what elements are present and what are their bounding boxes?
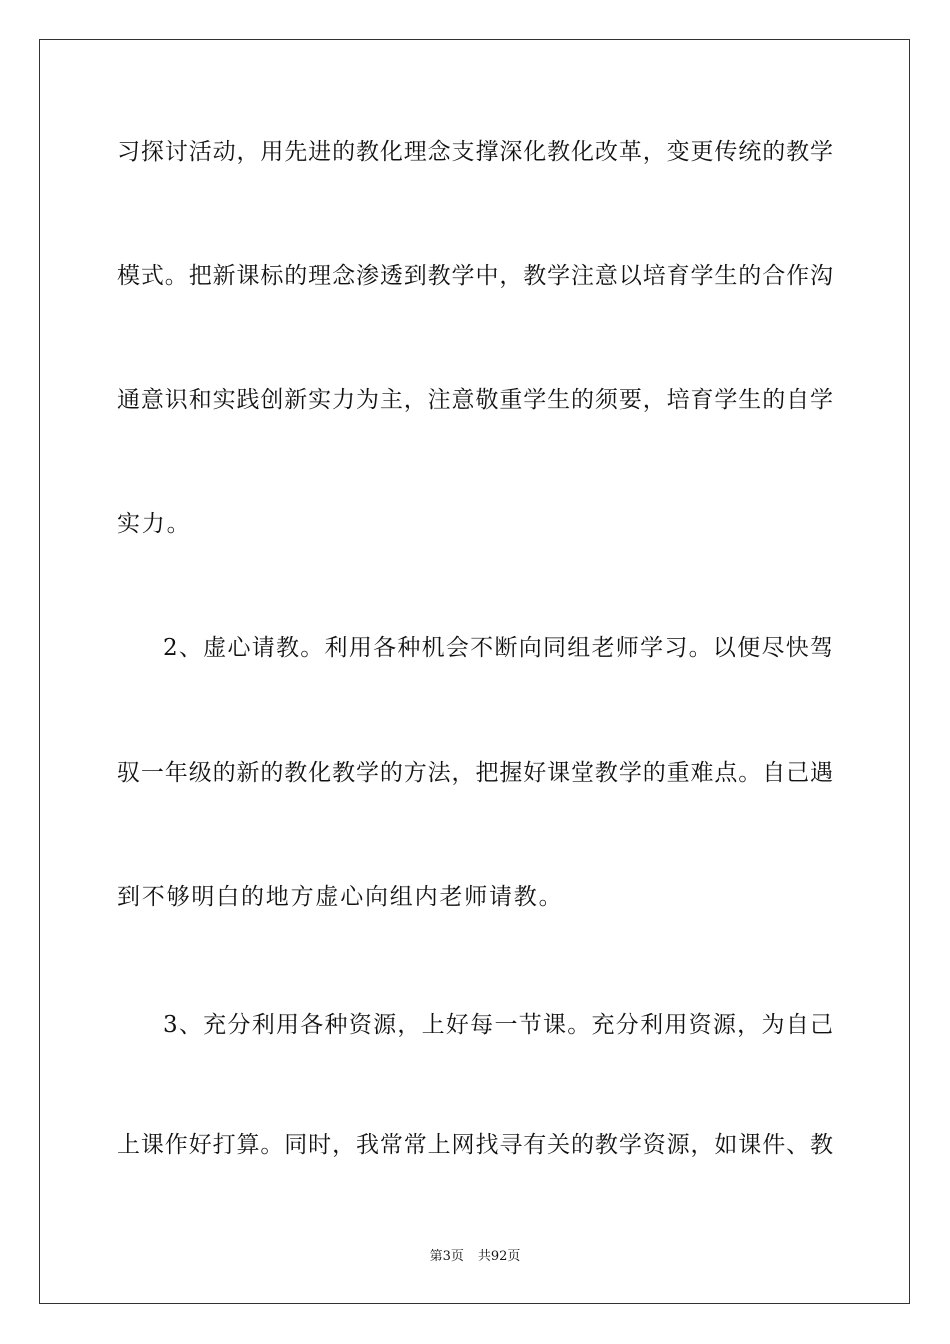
text-line: 到不够明白的地方虚心向组内老师请教。 [117, 884, 564, 910]
page-total: 共92页 [477, 1249, 521, 1264]
text-line: 上课作好打算。同时，我常常上网找寻有关的教学资源，如课件、教 [117, 1132, 833, 1158]
text-line: 习探讨活动，用先进的教化理念支撑深化教化改革，变更传统的教学 [117, 139, 833, 165]
page-number: 第3页 [429, 1249, 464, 1264]
text-line: 驭一年级的新的教化教学的方法，把握好课堂教学的重难点。自己遇 [117, 760, 833, 786]
text-line: 通意识和实践创新实力为主，注意敬重学生的须要，培育学生的自学 [117, 387, 833, 413]
page-border [39, 39, 910, 1304]
page-footer [0, 1248, 950, 1266]
text-line: 3、充分利用各种资源，上好每一节课。充分利用资源，为自己 [163, 1012, 833, 1038]
text-line: 实力。 [117, 511, 192, 537]
text-line: 2、虚心请教。利用各种机会不断向同组老师学习。以便尽快驾 [163, 635, 833, 661]
text-line: 模式。把新课标的理念渗透到教学中，教学注意以培育学生的合作沟 [117, 263, 833, 289]
